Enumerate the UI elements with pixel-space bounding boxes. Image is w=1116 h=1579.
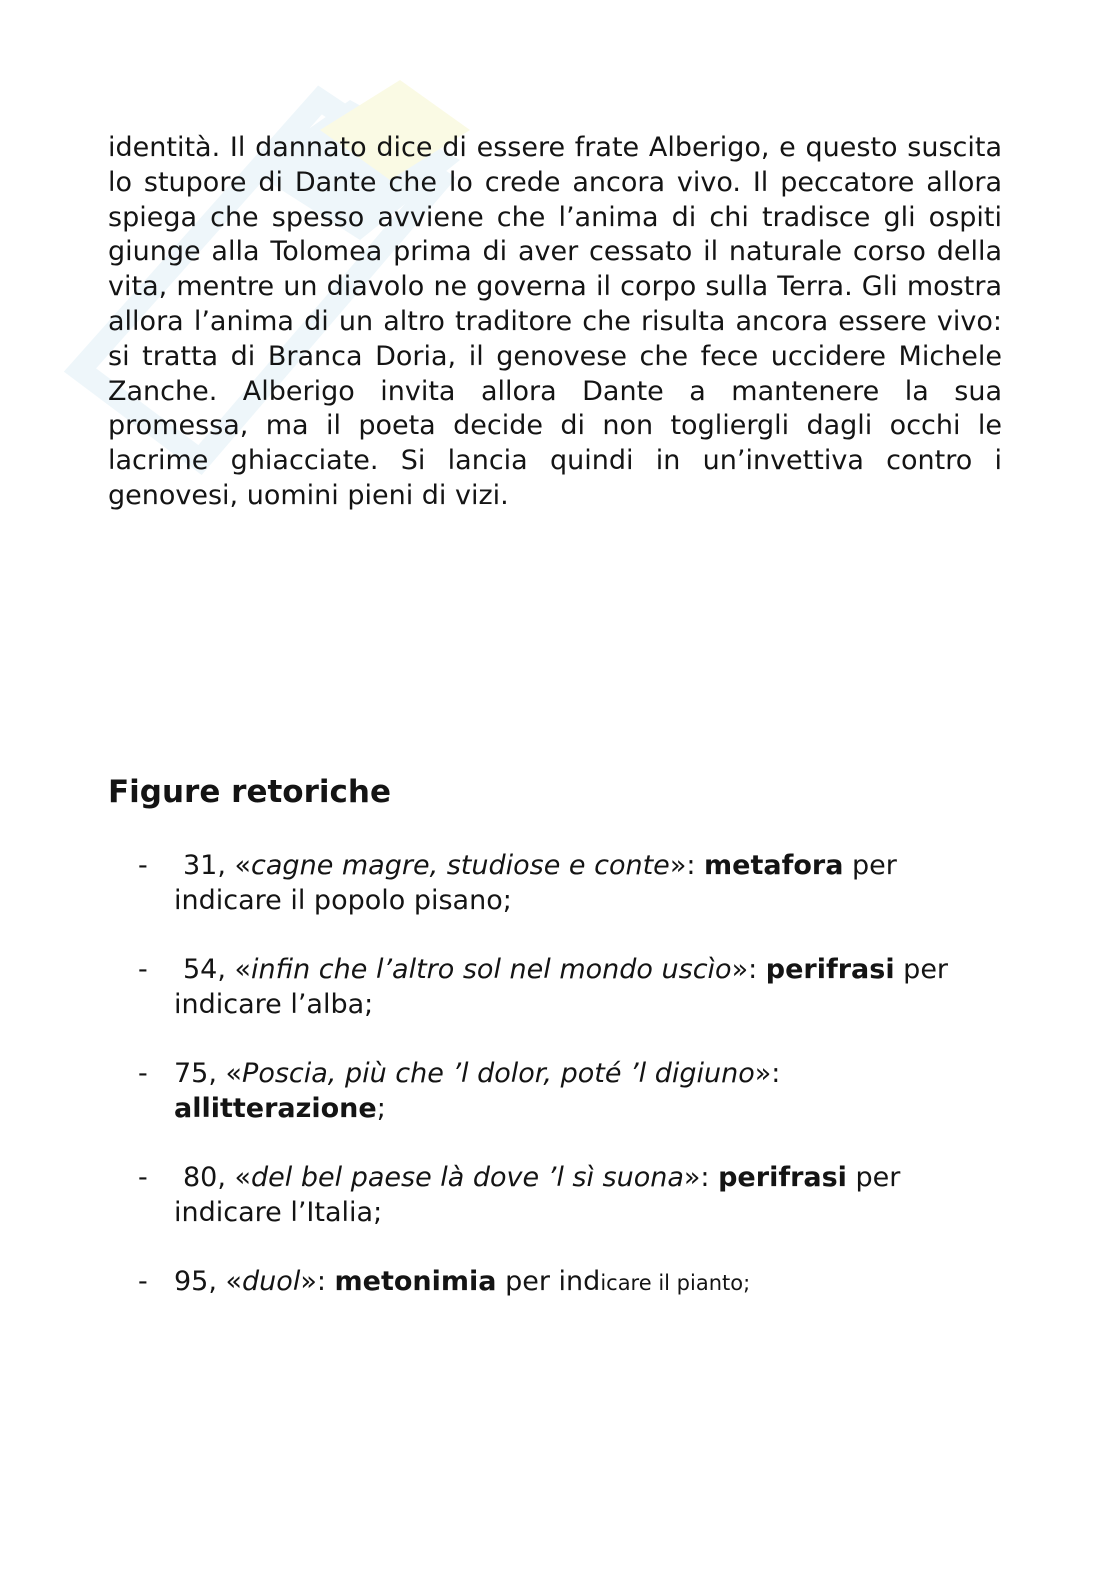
quote: duol [242,1266,301,1297]
list-item: - 80, «del bel paese là dove ’l sì suona»: perifrasi per indicare l’Italia; [138,1162,901,1228]
list-item: - 75, «Poscia, più che ’l dolor, poté ’l digiuno»: allitterazione; [138,1058,781,1124]
quote: del bel paese là dove ’l sì suona [251,1162,684,1193]
quote: infin che l’altro sol nel mondo uscìo [251,954,732,985]
figure-term: metonimia [334,1266,497,1297]
list-item: - 54, «infin che l’altro sol nel mondo uscìo»: perifrasi per indicare l’alba; [138,954,949,1020]
figure-term: perifrasi [718,1162,847,1193]
section-heading: Figure retoriche [108,774,391,810]
quote: cagne magre, studiose e conte [251,850,670,881]
list-bullet: - [138,1266,148,1297]
figure-term: perifrasi [765,954,895,985]
list-bullet: - [138,1058,148,1089]
quote: Poscia, più che ’l dolor, poté ’l digiuno [242,1058,755,1089]
list-bullet: - [138,954,148,985]
figure-term: allitterazione [174,1093,377,1124]
figures-list [0,848,1116,1335]
figure-term: metafora [704,850,844,881]
list-item: - 31, «cagne magre, studiose e conte»: metafora per indicare il popolo pisano; [138,850,897,916]
list-bullet: - [138,1162,148,1193]
list-item: - 95, «duol»: metonimia per indicare il pianto; [138,1266,751,1297]
body-paragraph: identità. Il dannato dice di essere frate Alberigo, e questo suscita lo stupore di Dante che lo crede ancora vivo. Il peccatore allora spiega che spesso avviene che l’anima di chi tradisce gli ospiti giunge alla Tolomea prima di aver cessato il naturale corso della vita, mentre un diavolo ne governa il corpo sulla Terra. Gli mostra allora l’anima di un altro traditore che risulta ancora essere vivo: si tratta di Branca Doria, il genovese che fece uccidere Michele Zanche. Alberigo invita allora Dante a mantenere la sua promessa, ma il poeta decide di non togliergli dagli occhi le lacrime ghiacciate. Si lancia quindi in un’invettiva contro i genovesi, uomini pieni di vizi. [108,132,1002,511]
list-bullet: - [138,850,148,881]
